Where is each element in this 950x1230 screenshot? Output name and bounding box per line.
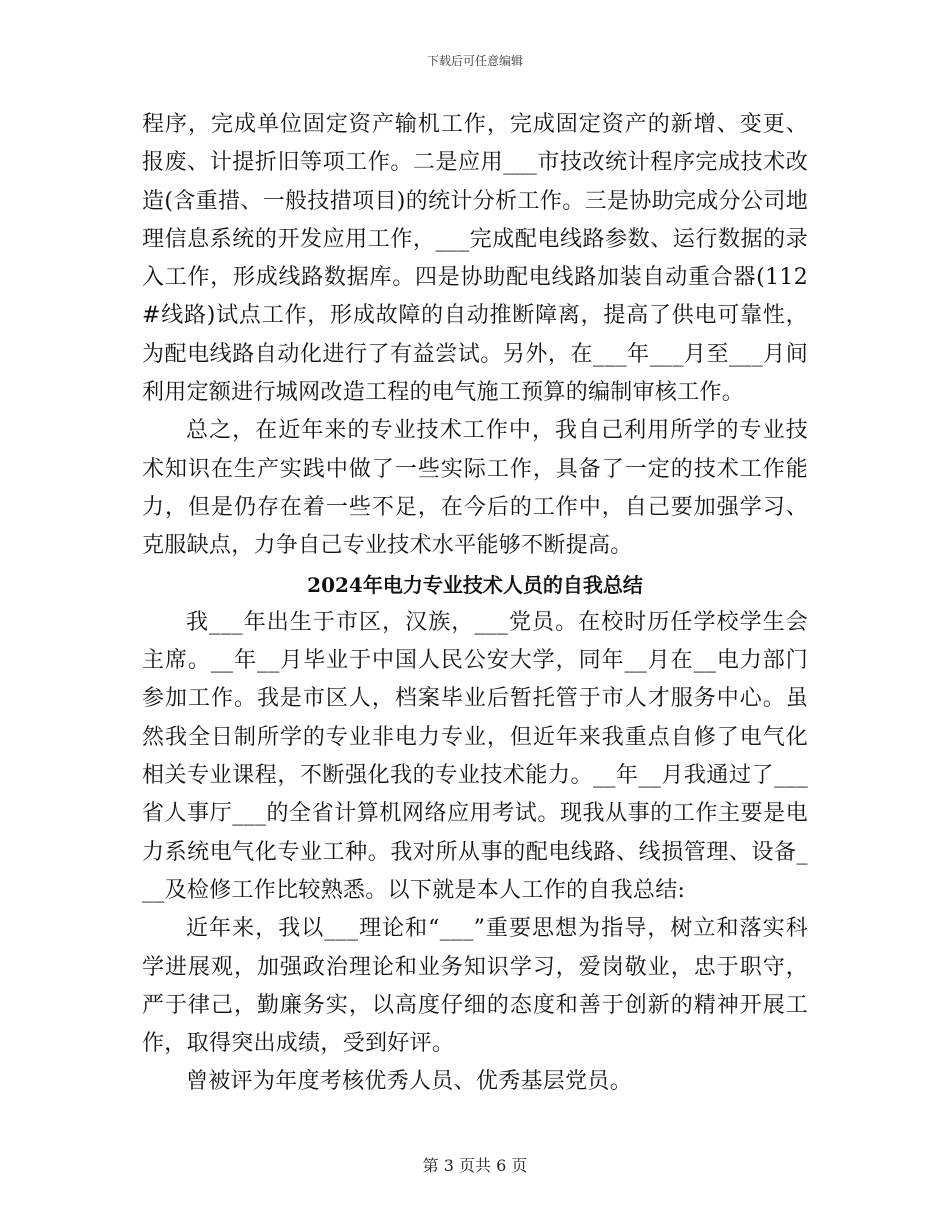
page-number: 第 3 页共 6 页 [422,1156,528,1175]
paragraph-conclusion: 总之，在近年来的专业技术工作中，我自己利用所学的专业技术知识在生产实践中做了一些实际工作，具备了一定的技术工作能力，但是仍存在着一些不足，在今后的工作中，自己要加强学习、克服缺点，力争自己专业技术水平能够不断提高。 [142,418,808,559]
page-header-note: 下载后可任意编辑 [426,54,523,68]
section-heading: 2024年电力专业技术人员的自我总结 [307,572,643,597]
paragraph-summary: 近年来，我以___理论和“___”重要思想为指导，树立和落实科学进展观，加强政治理论和业务知识学习，爱岗敬业，忠于职守，严于律己，勤廉务实，以高度仔细的态度和善于创新的精神开展工作，取得突出成绩，受到好评。 [142,916,808,1057]
paragraph-intro: 我___年出生于市区，汉族，___党员。在校时历任学校学生会主席。__年__月毕业于中国人民公安大学，同年__月在__电力部门参加工作。我是市区人，档案毕业后暂托管于市人才服务中心。虽然我全日制所学的专业非电力专业，但近年来我重点自修了电气化相关专业课程，不断强化我的专业技术能力。__年__月我通过了___省人事厅___的全省计算机网络应用考试。现我从事的工作主要是电力系统电气化专业工种。我对所从事的配电线路、线损管理、设备___及检修工作比较熟悉。以下就是本人工作的自我总结: [142,609,808,903]
paragraph-honors: 曾被评为年度考核优秀人员、优秀基层党员。 [186,1069,633,1095]
document-body [142,106,808,1102]
paragraph-continuation: 程序，完成单位固定资产输机工作，完成固定资产的新增、变更、报废、计提折旧等项工作。二是应用___市技改统计程序完成技术改造(含重措、一般技措项目)的统计分析工作。三是协助完成分公司地理信息系统的开发应用工作，___完成配电线路参数、运行数据的录入工作，形成线路数据库。四是协助配电线路加装自动重合器(112#线路)试点工作，形成故障的自动推断障离，提高了供电可靠性，为配电线路自动化进行了有益尝试。另外，在___年___月至___月间利用定额进行城网改造工程的电气施工预算的编制审核工作。 [142,112,808,406]
